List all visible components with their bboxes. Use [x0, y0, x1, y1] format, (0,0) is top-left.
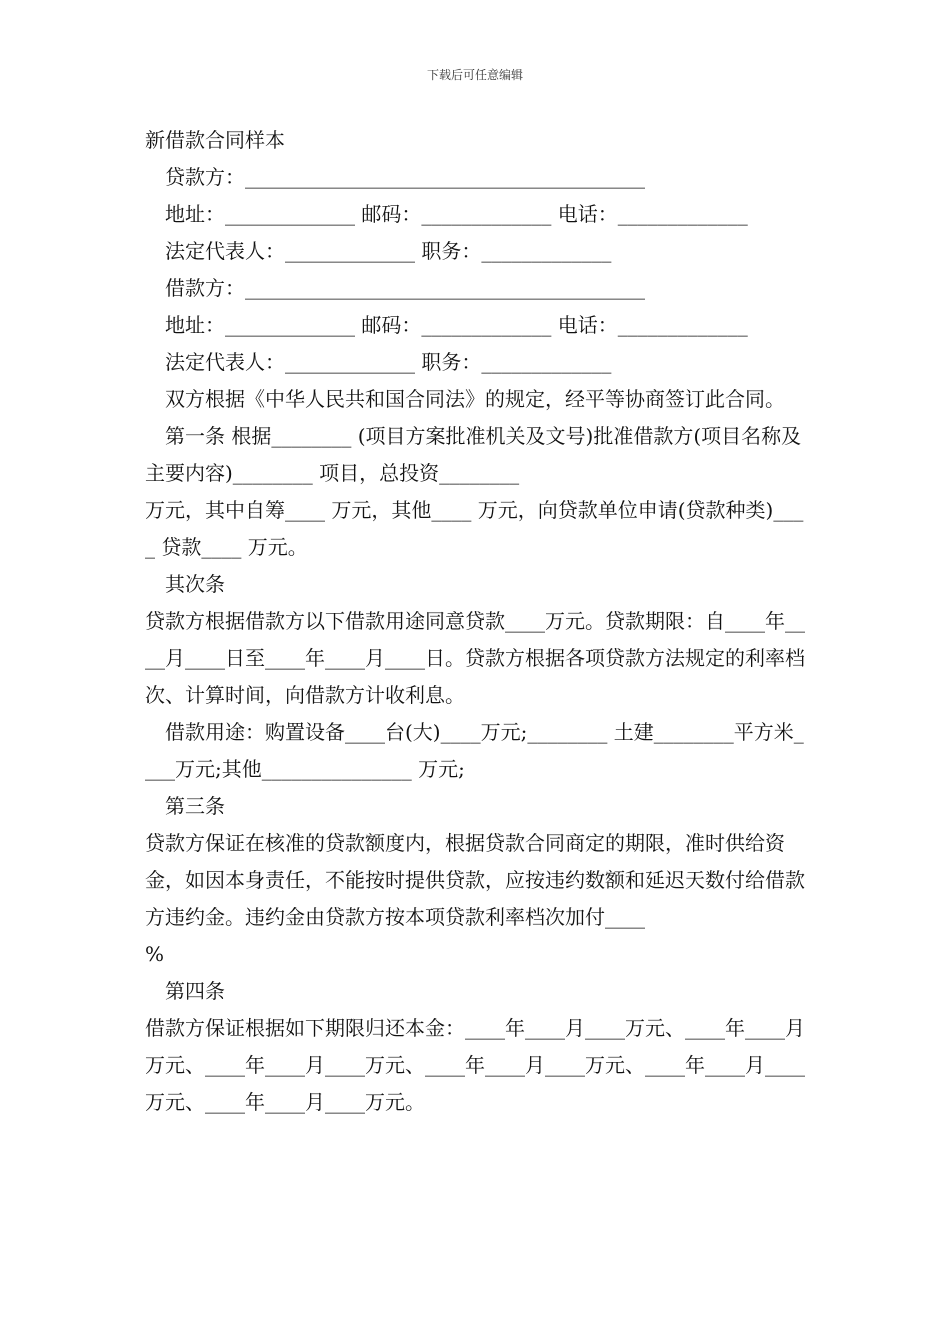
article-2-heading: 其次条 — [165, 572, 225, 596]
lender-name-field: 贷款方：________________________________________ — [165, 165, 645, 189]
document-title: 新借款合同样本 — [145, 128, 285, 152]
article-4-heading: 第四条 — [165, 979, 225, 1003]
intro-paragraph: 双方根据《中华人民共和国合同法》的规定，经平等协商签订此合同。 — [165, 387, 785, 411]
article-3-paragraph: 贷款方保证在核准的贷款额度内，根据贷款合同商定的期限，准时供给资金，如因本身责任，不能按时提供贷款，应按违约数额和延迟天数付给借款方违约金。违约金由贷款方按本项贷款利率档次加付____ — [145, 831, 805, 929]
article-1-paragraph: 第一条 根据________ (项目方案批准机关及文号)批准借款方(项目名称及主要内容)________ 项目，总投资________ — [145, 424, 802, 485]
document-body — [145, 122, 810, 1121]
lender-address-field: 地址：_____________ 邮码：_____________ 电话：_____________ — [165, 202, 748, 226]
borrower-address-field: 地址：_____________ 邮码：_____________ 电话：_____________ — [165, 313, 748, 337]
lender-representative-field: 法定代表人：_____________ 职务：_____________ — [165, 239, 612, 263]
borrower-representative-field: 法定代表人：_____________ 职务：_____________ — [165, 350, 612, 374]
article-3-heading: 第三条 — [165, 794, 225, 818]
article-1-continued: 万元，其中自筹____ 万元，其他____ 万元，向贷款单位申请(贷款种类)____ 贷款____ 万元。 — [145, 498, 804, 559]
borrower-name-field: 借款方：________________________________________ — [165, 276, 645, 300]
page-header: 下载后可任意编辑 — [426, 68, 523, 82]
article-2-paragraph: 贷款方根据借款方以下借款用途同意贷款____万元。贷款期限：自____年____月____日至____年____月____日。贷款方根据各项贷款方法规定的利率档次、计算时间，向借款方计收利息。 — [145, 609, 805, 707]
article-4-paragraph: 借款方保证根据如下期限归还本金：____年____月____万元、____年____月万元、____年____月____万元、____年____月____万元、____年____月____万元、____年____月____万元。 — [145, 1016, 805, 1114]
percent-sign: % — [145, 942, 165, 966]
article-2-use-paragraph: 借款用途：购置设备____台(大)____万元;________ 土建________平方米____万元;其他_______________ 万元; — [145, 720, 804, 781]
